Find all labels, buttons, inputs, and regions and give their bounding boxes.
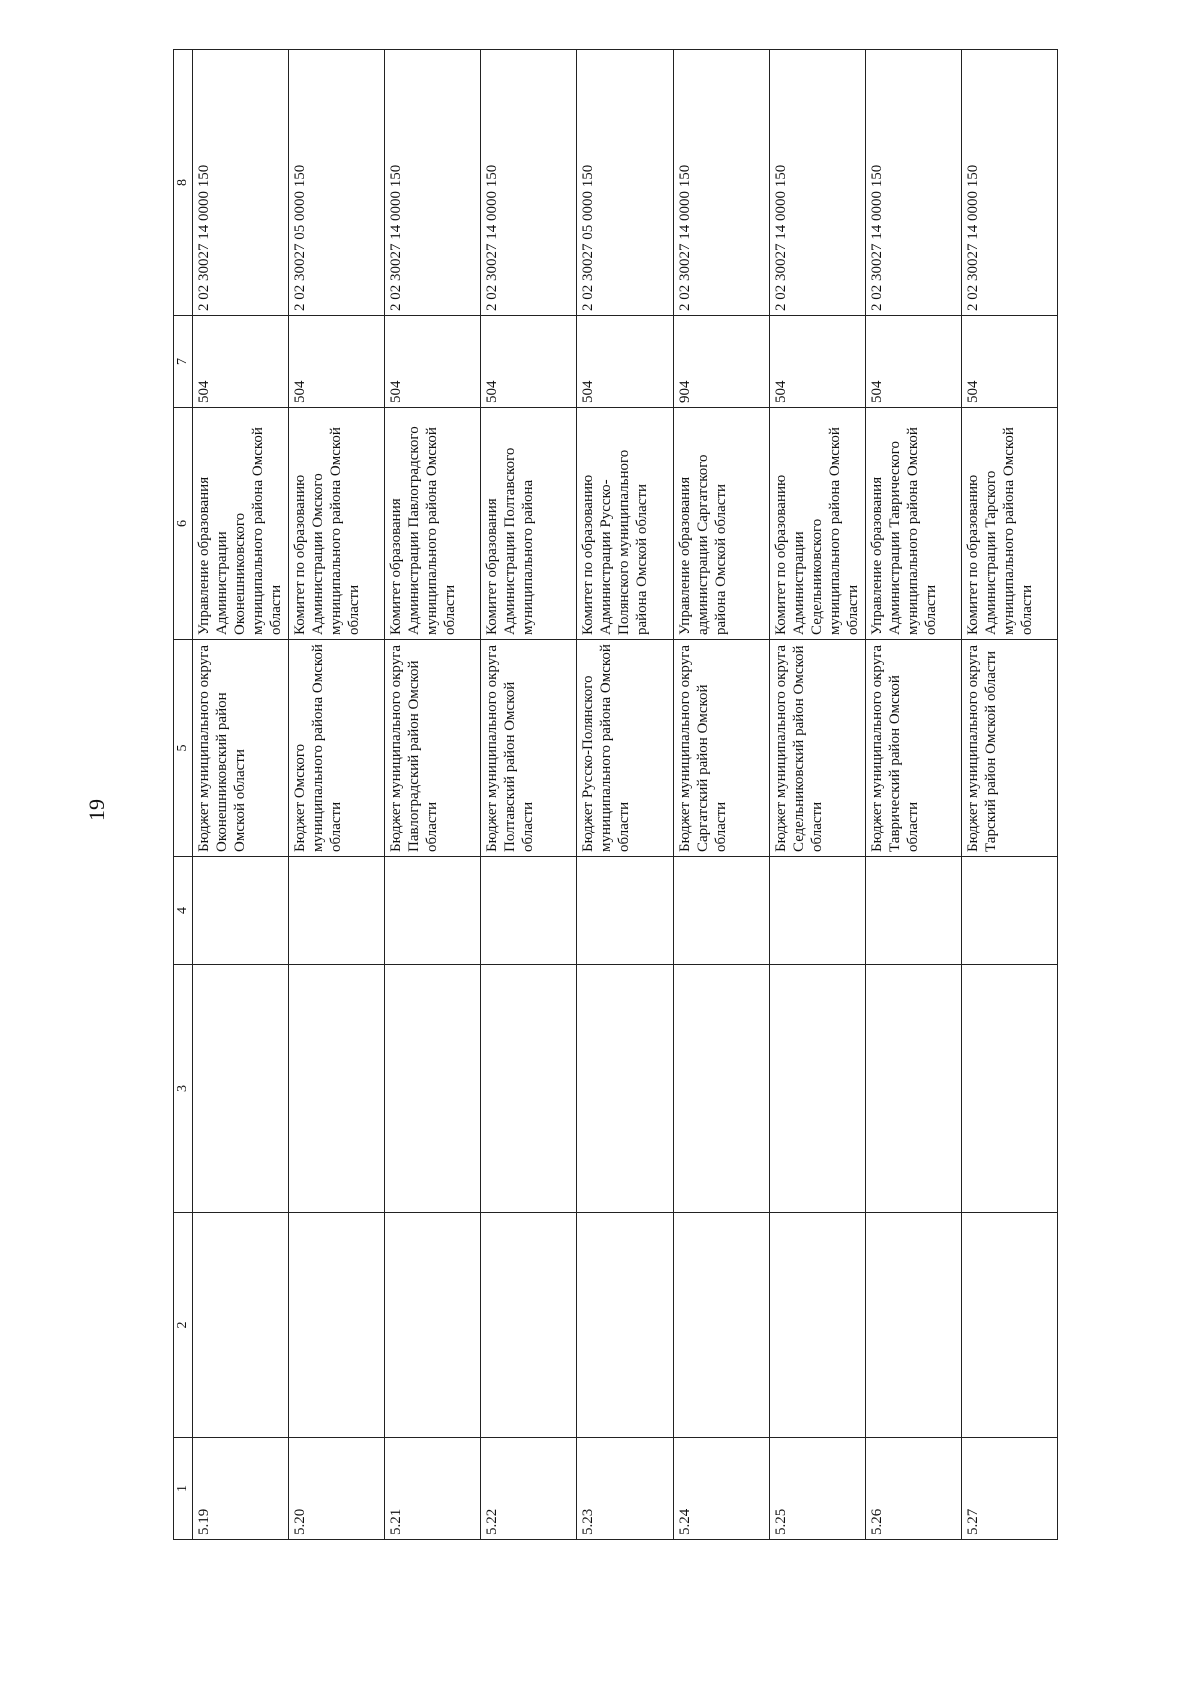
row-number-cell: 5.26 — [865, 1438, 961, 1540]
classification-code-cell: 2 02 30027 14 0000 150 — [673, 50, 769, 316]
column-2-cell — [289, 1213, 385, 1438]
rotated-table-container — [173, 50, 1058, 1540]
column-2-cell — [961, 1213, 1057, 1438]
column-header: 7 — [174, 316, 193, 408]
table-row — [385, 50, 481, 1540]
column-3-cell — [673, 965, 769, 1213]
column-3-cell — [289, 965, 385, 1213]
column-4-cell — [673, 857, 769, 965]
column-2-cell — [193, 1213, 289, 1438]
classification-code-cell: 2 02 30027 14 0000 150 — [193, 50, 289, 316]
column-4-cell — [769, 857, 865, 965]
column-2-cell — [769, 1213, 865, 1438]
classification-code-cell: 2 02 30027 14 0000 150 — [769, 50, 865, 316]
budget-name-cell: Бюджет муниципального округа Полтавский район Омской области — [481, 640, 577, 857]
administrator-name-cell: Комитет образования Администрации Полтавского муниципального района — [481, 408, 577, 640]
administrator-name-cell: Комитет по образованию Администрации Тарского муниципального района Омской области — [961, 408, 1057, 640]
budget-name-cell: Бюджет муниципального округа Саргатский район Омской области — [673, 640, 769, 857]
column-3-cell — [961, 965, 1057, 1213]
column-header: 4 — [174, 857, 193, 965]
administrator-name-cell: Комитет по образованию Администрации Русско-Полянского муниципального района Омской области — [577, 408, 673, 640]
administrator-name-cell: Управление образования Администрации Оконешниковского муниципального района Омской области — [193, 408, 289, 640]
column-header: 1 — [174, 1438, 193, 1540]
budget-name-cell: Бюджет Омского муниципального района Омской области — [289, 640, 385, 857]
administrator-name-cell: Управление образования администрации Саргатского района Омской области — [673, 408, 769, 640]
administrator-name-cell: Комитет образования Администрации Павлоградского муниципального района Омской области — [385, 408, 481, 640]
column-4-cell — [289, 857, 385, 965]
table-header-row — [174, 50, 193, 1540]
column-3-cell — [481, 965, 577, 1213]
table-row — [577, 50, 673, 1540]
column-4-cell — [193, 857, 289, 965]
page-number: 19 — [84, 799, 109, 821]
budget-table — [173, 49, 1058, 1540]
budget-name-cell: Бюджет муниципального округа Таврический район Омской области — [865, 640, 961, 857]
table-row — [769, 50, 865, 1540]
column-2-cell — [577, 1213, 673, 1438]
table-row — [481, 50, 577, 1540]
column-4-cell — [577, 857, 673, 965]
column-header: 8 — [174, 50, 193, 316]
budget-name-cell: Бюджет муниципального округа Тарский район Омской области — [961, 640, 1057, 857]
classification-code-cell: 2 02 30027 14 0000 150 — [385, 50, 481, 316]
classification-code-cell: 2 02 30027 14 0000 150 — [961, 50, 1057, 316]
admin-code-cell: 504 — [385, 316, 481, 408]
table-row — [193, 50, 289, 1540]
admin-code-cell: 504 — [961, 316, 1057, 408]
column-2-cell — [385, 1213, 481, 1438]
row-number-cell: 5.27 — [961, 1438, 1057, 1540]
column-2-cell — [481, 1213, 577, 1438]
column-header: 3 — [174, 965, 193, 1213]
classification-code-cell: 2 02 30027 14 0000 150 — [481, 50, 577, 316]
classification-code-cell: 2 02 30027 05 0000 150 — [577, 50, 673, 316]
admin-code-cell: 504 — [577, 316, 673, 408]
column-2-cell — [865, 1213, 961, 1438]
column-4-cell — [961, 857, 1057, 965]
admin-code-cell: 504 — [865, 316, 961, 408]
column-header: 5 — [174, 640, 193, 857]
admin-code-cell: 504 — [193, 316, 289, 408]
table-row — [289, 50, 385, 1540]
budget-name-cell: Бюджет муниципального округа Седельниковский район Омской области — [769, 640, 865, 857]
table-row — [865, 50, 961, 1540]
column-header: 2 — [174, 1213, 193, 1438]
administrator-name-cell: Управление образования Администрации Таврического муниципального района Омской области — [865, 408, 961, 640]
row-number-cell: 5.24 — [673, 1438, 769, 1540]
admin-code-cell: 904 — [673, 316, 769, 408]
admin-code-cell: 504 — [769, 316, 865, 408]
budget-name-cell: Бюджет Русско-Полянского муниципального района Омской области — [577, 640, 673, 857]
administrator-name-cell: Комитет по образованию Администрации Седельниковского муниципального района Омской области — [769, 408, 865, 640]
row-number-cell: 5.20 — [289, 1438, 385, 1540]
column-4-cell — [385, 857, 481, 965]
classification-code-cell: 2 02 30027 05 0000 150 — [289, 50, 385, 316]
column-3-cell — [385, 965, 481, 1213]
administrator-name-cell: Комитет по образованию Администрации Омского муниципального района Омской области — [289, 408, 385, 640]
row-number-cell: 5.22 — [481, 1438, 577, 1540]
row-number-cell: 5.19 — [193, 1438, 289, 1540]
column-2-cell — [673, 1213, 769, 1438]
row-number-cell: 5.21 — [385, 1438, 481, 1540]
table-body — [193, 50, 1058, 1540]
column-3-cell — [193, 965, 289, 1213]
admin-code-cell: 504 — [481, 316, 577, 408]
budget-name-cell: Бюджет муниципального округа Павлоградский район Омской области — [385, 640, 481, 857]
column-4-cell — [865, 857, 961, 965]
column-3-cell — [769, 965, 865, 1213]
column-3-cell — [577, 965, 673, 1213]
column-3-cell — [865, 965, 961, 1213]
column-header: 6 — [174, 408, 193, 640]
row-number-cell: 5.23 — [577, 1438, 673, 1540]
column-4-cell — [481, 857, 577, 965]
budget-name-cell: Бюджет муниципального округа Оконешниковский район Омской области — [193, 640, 289, 857]
table-row — [961, 50, 1057, 1540]
table-row — [673, 50, 769, 1540]
classification-code-cell: 2 02 30027 14 0000 150 — [865, 50, 961, 316]
row-number-cell: 5.25 — [769, 1438, 865, 1540]
admin-code-cell: 504 — [289, 316, 385, 408]
